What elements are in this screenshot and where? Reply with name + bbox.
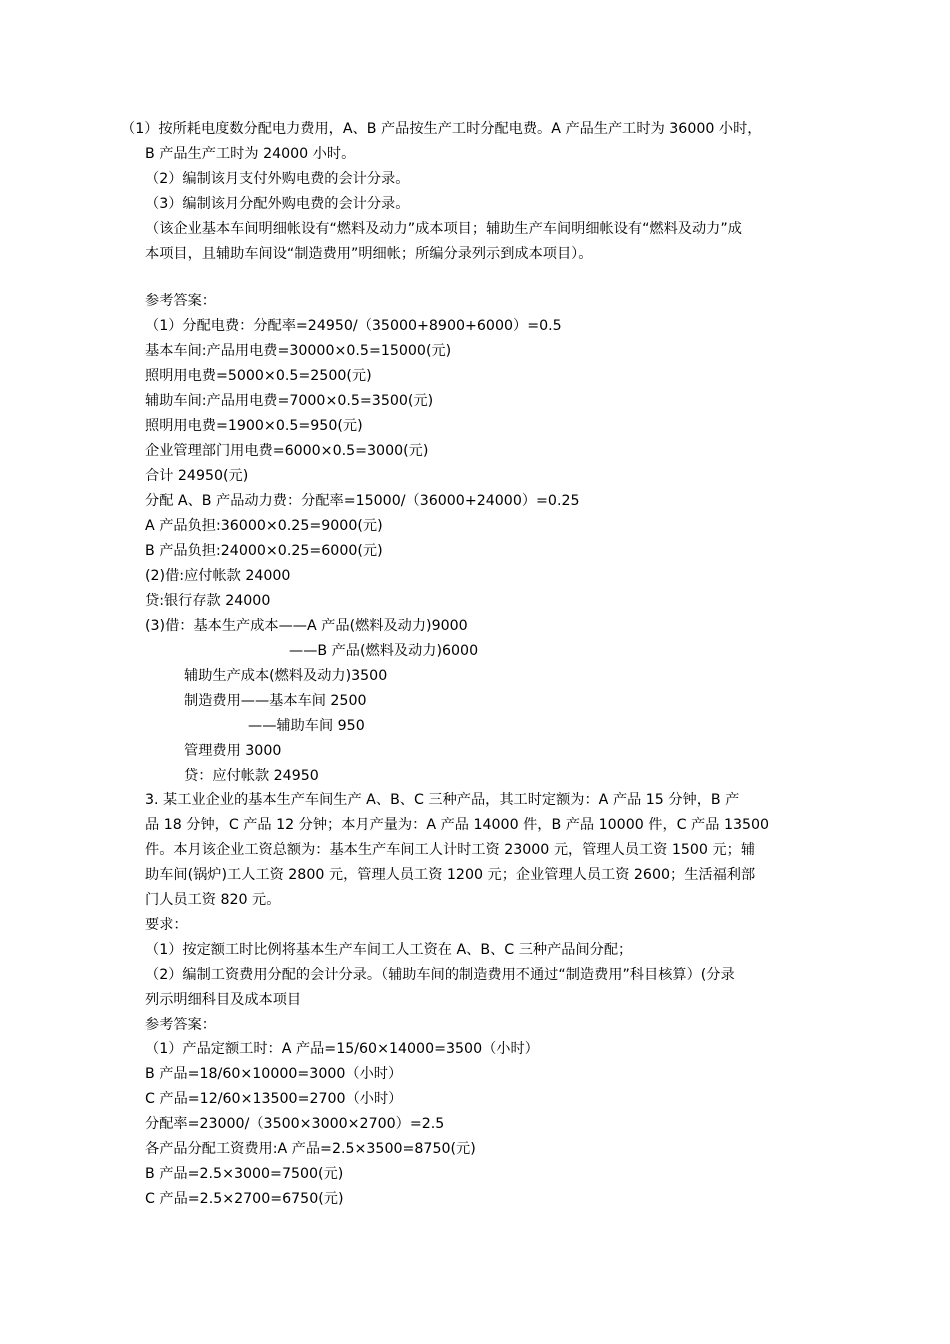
q3-requirement-1: （1）按定额工时比例将基本生产车间工人工资在 A、B、C 三种产品间分配； [145,942,633,958]
q3-answer-line-6: B 产品=2.5×3000=7500(元) [145,1166,344,1182]
q3-paragraph-line-5: 门人员工资 820 元。 [145,892,281,908]
q2-note-line: （该企业基本车间明细帐设有“燃料及动力”成本项目；辅助生产车间明细帐设有“燃料及动力”成 [145,221,742,237]
q2-answer-line-6: 企业管理部门用电费=6000×0.5=3000(元) [145,443,429,459]
q3-requirement-2-cont: 列示明细科目及成本项目 [145,992,302,1008]
q2-answer-line-15: 辅助生产成本(燃料及动力)3500 [184,668,388,684]
q2-answer-line-1: （1）分配电费：分配率=24950/（35000+8900+6000）=0.5 [145,318,562,334]
q2-answer-line-10: B 产品负担:24000×0.25=6000(元) [145,543,383,559]
q2-answer-line-9: A 产品负担:36000×0.25=9000(元) [145,518,383,534]
q2-req-3-line: （3）编制该月分配外购电费的会计分录。 [145,196,410,212]
q2-note-cont-line: 本项目，且辅助车间设“制造费用”明细帐；所编分录列示到成本项目）。 [145,246,593,262]
q3-paragraph-line-1: 3. 某工业企业的基本生产车间生产 A、B、C 三种产品，其工时定额为：A 产品 15 分钟，B 产 [145,792,740,808]
q2-req-2-line: （2）编制该月支付外购电费的会计分录。 [145,171,410,187]
q3-answer-line-7: C 产品=2.5×2700=6750(元) [145,1191,344,1207]
q2-answer-line-12: 贷:银行存款 24000 [145,593,271,609]
q2-answer-line-13: (3)借：基本生产成本——A 产品(燃料及动力)9000 [145,618,468,634]
q3-answer-line-3: C 产品=12/60×13500=2700（小时） [145,1091,403,1107]
q2-intro-cont-line: B 产品生产工时为 24000 小时。 [145,146,356,162]
q2-answer-line-4: 辅助车间:产品用电费=7000×0.5=3500(元) [145,393,434,409]
q3-paragraph-line-3: 件。本月该企业工资总额为：基本生产车间工人计时工资 23000 元，管理人员工资 1500 元；辅 [145,842,756,858]
q2-answer-line-19: 贷：应付帐款 24950 [184,768,319,784]
q3-answer-line-1: （1）产品定额工时：A 产品=15/60×14000=3500（小时） [145,1041,539,1057]
q2-answer-line-8: 分配 A、B 产品动力费：分配率=15000/（36000+24000）=0.25 [145,493,580,509]
q2-answer-line-18: 管理费用 3000 [184,743,282,759]
q2-answer-line-14: ——B 产品(燃料及动力)6000 [289,643,479,659]
q2-answer-line-7: 合计 24950(元) [145,468,249,484]
q2-answer-line-5: 照明用电费=1900×0.5=950(元) [145,418,363,434]
q3-answer-line-5: 各产品分配工资费用:A 产品=2.5×3500=8750(元) [145,1141,476,1157]
q2-intro-line: （1）按所耗电度数分配电力费用，A、B 产品按生产工时分配电费。A 产品生产工时为 36000 小时， [121,121,762,137]
q2-answer-heading: 参考答案： [145,293,216,309]
q2-answer-line-11: (2)借:应付帐款 24000 [145,568,291,584]
q3-answer-line-4: 分配率=23000/（3500×3000×2700）=2.5 [145,1116,445,1132]
q3-answer-heading: 参考答案： [145,1017,216,1033]
q2-answer-line-16: 制造费用——基本车间 2500 [184,693,367,709]
q3-requirement-2: （2）编制工资费用分配的会计分录。（辅助车间的制造费用不通过“制造费用”科目核算）(分录 [145,967,735,983]
q3-paragraph-line-4: 助车间(锅炉)工人工资 2800 元，管理人员工资 1200 元；企业管理人员工资 2600；生活福利部 [145,867,756,883]
q2-answer-line-3: 照明用电费=5000×0.5=2500(元) [145,368,372,384]
q3-requirements-heading: 要求： [145,917,188,933]
q3-answer-line-2: B 产品=18/60×10000=3000（小时） [145,1066,403,1082]
q3-paragraph-line-2: 品 18 分钟，C 产品 12 分钟；本月产量为：A 产品 14000 件，B 产品 10000 件，C 产品 13500 [145,817,770,833]
q2-answer-line-2: 基本车间:产品用电费=30000×0.5=15000(元) [145,343,452,359]
q2-answer-line-17: ——辅助车间 950 [248,718,365,734]
